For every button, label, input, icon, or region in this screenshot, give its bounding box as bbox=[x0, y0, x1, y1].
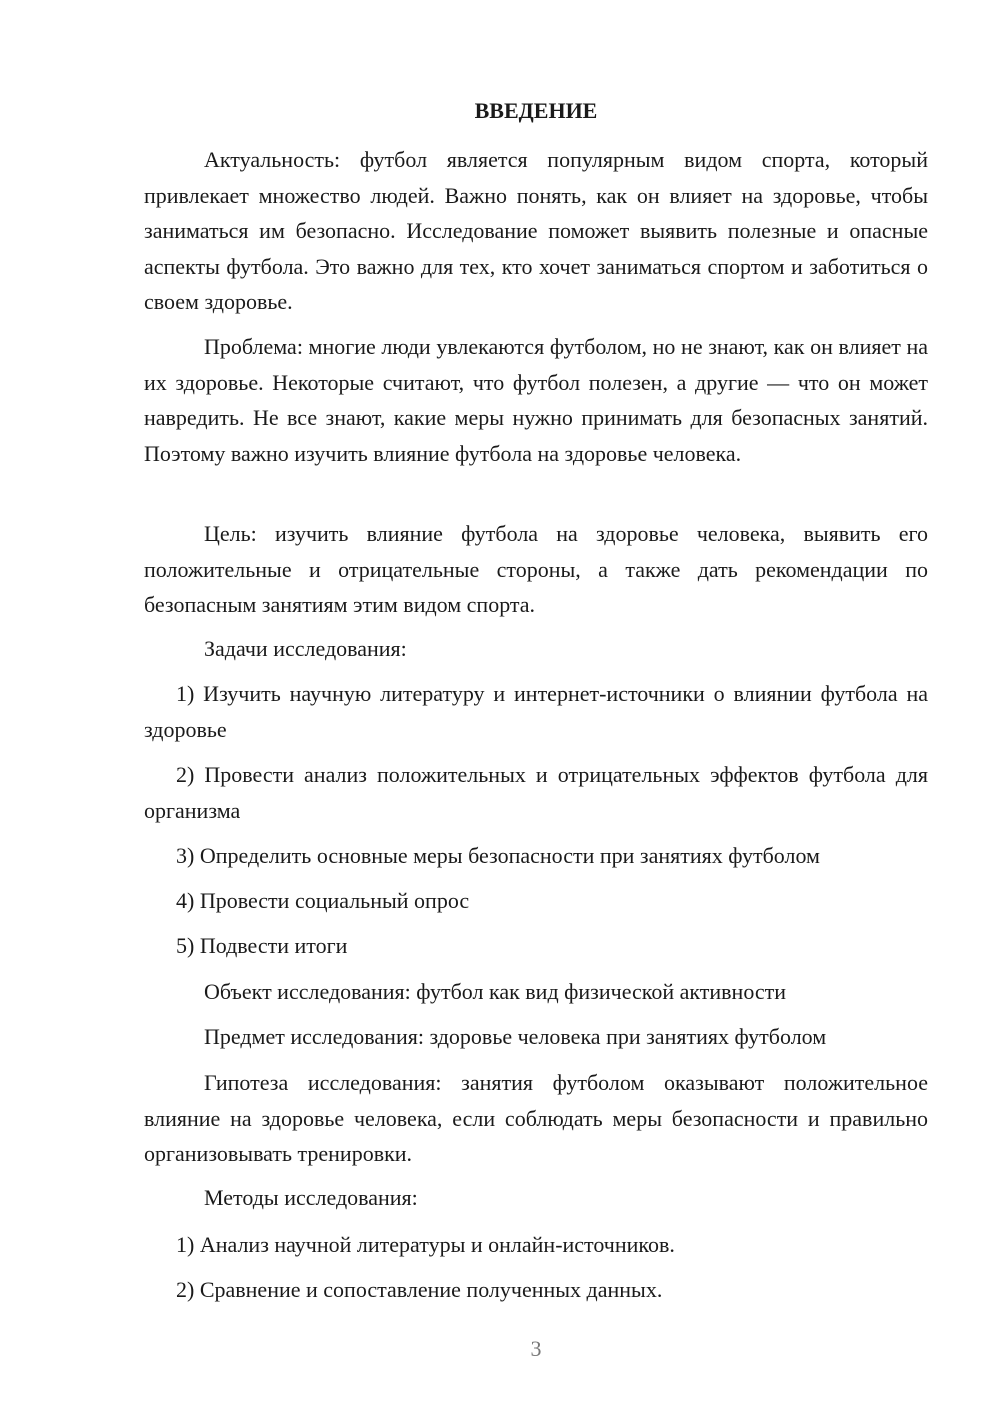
task-item-2: 2) Провести анализ положительных и отрицательных эффектов футбола для организма bbox=[144, 762, 928, 823]
tasks-heading: Задачи исследования: bbox=[204, 636, 407, 661]
methods-heading: Методы исследования: bbox=[204, 1185, 418, 1210]
method-item-2: 2) Сравнение и сопоставление полученных данных. bbox=[176, 1277, 663, 1302]
hypothesis-paragraph: Гипотеза исследования: занятия футболом оказывают положительное влияние на здоровье человека, если соблюдать меры безопасности и правильно организовывать тренировки. bbox=[144, 1070, 928, 1167]
task-item-4: 4) Провести социальный опрос bbox=[176, 888, 470, 913]
task-item-1: 1) Изучить научную литературу и интернет-источники о влиянии футбола на здоровье bbox=[144, 681, 928, 742]
page-title: ВВЕДЕНИЕ bbox=[474, 98, 598, 123]
goal-paragraph: Цель: изучить влияние футбола на здоровье человека, выявить его положительные и отрицательные стороны, а также дать рекомендации по безопасным занятиям этим видом спорта. bbox=[144, 521, 928, 618]
subject-paragraph: Предмет исследования: здоровье человека при занятиях футболом bbox=[204, 1024, 827, 1049]
method-item-1: 1) Анализ научной литературы и онлайн-источников. bbox=[176, 1232, 675, 1257]
object-paragraph: Объект исследования: футбол как вид физической активности bbox=[204, 979, 787, 1004]
problem-paragraph: Проблема: многие люди увлекаются футболом, но не знают, как он влияет на их здоровье. Некоторые считают, что футбол полезен, а другие — что он может навредить. Не все знают, какие меры нужно принимать для безопасных занятий. Поэтому важно изучить влияние футбола на здоровье человека. bbox=[144, 334, 928, 466]
task-item-5: 5) Подвести итоги bbox=[176, 933, 348, 958]
page-number: 3 bbox=[530, 1336, 542, 1361]
task-item-3: 3) Определить основные меры безопасности при занятиях футболом bbox=[176, 843, 820, 868]
relevance-paragraph: Актуальность: футбол является популярным видом спорта, который привлекает множество людей. Важно понять, как он влияет на здоровье, чтобы заниматься им безопасно. Исследование поможет выявить полезные и опасные аспекты футбола. Это важно для тех, кто хочет заниматься спортом и заботиться о своем здоровье. bbox=[144, 147, 928, 315]
